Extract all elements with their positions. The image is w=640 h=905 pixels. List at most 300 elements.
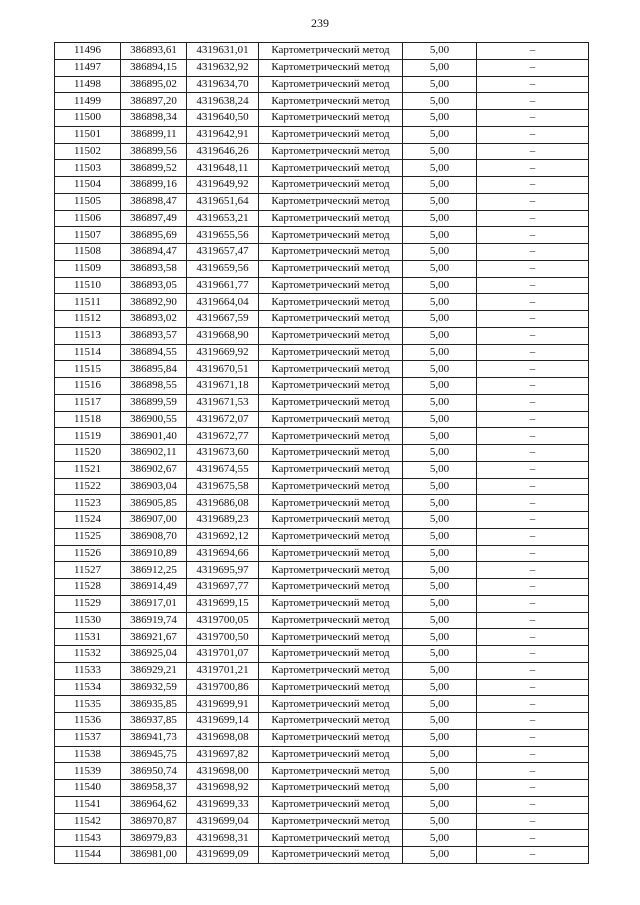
x-coordinate-cell: 386945,75 <box>121 746 187 763</box>
accuracy-cell: 5,00 <box>403 478 477 495</box>
table-row <box>55 629 589 646</box>
y-coordinate-cell: 4319649,92 <box>187 177 259 194</box>
method-cell: Картометрический метод <box>259 512 403 529</box>
table-row <box>55 93 589 110</box>
y-coordinate-cell: 4319664,04 <box>187 294 259 311</box>
point-number-cell: 11536 <box>55 713 121 730</box>
method-cell: Картометрический метод <box>259 59 403 76</box>
point-number-cell: 11525 <box>55 528 121 545</box>
y-coordinate-cell: 4319689,23 <box>187 512 259 529</box>
method-cell: Картометрический метод <box>259 126 403 143</box>
note-cell: – <box>477 478 589 495</box>
accuracy-cell: 5,00 <box>403 679 477 696</box>
method-cell: Картометрический метод <box>259 780 403 797</box>
method-cell: Картометрический метод <box>259 478 403 495</box>
note-cell: – <box>477 763 589 780</box>
accuracy-cell: 5,00 <box>403 646 477 663</box>
table-row <box>55 210 589 227</box>
table-row <box>55 796 589 813</box>
note-cell: – <box>477 394 589 411</box>
method-cell: Картометрический метод <box>259 260 403 277</box>
note-cell: – <box>477 277 589 294</box>
point-number-cell: 11526 <box>55 545 121 562</box>
x-coordinate-cell: 386895,02 <box>121 76 187 93</box>
y-coordinate-cell: 4319661,77 <box>187 277 259 294</box>
table-row <box>55 713 589 730</box>
x-coordinate-cell: 386902,11 <box>121 445 187 462</box>
y-coordinate-cell: 4319695,97 <box>187 562 259 579</box>
note-cell: – <box>477 93 589 110</box>
table-row <box>55 260 589 277</box>
table-row <box>55 595 589 612</box>
x-coordinate-cell: 386932,59 <box>121 679 187 696</box>
y-coordinate-cell: 4319697,77 <box>187 579 259 596</box>
note-cell: – <box>477 311 589 328</box>
x-coordinate-cell: 386935,85 <box>121 696 187 713</box>
point-number-cell: 11539 <box>55 763 121 780</box>
point-number-cell: 11513 <box>55 327 121 344</box>
accuracy-cell: 5,00 <box>403 277 477 294</box>
method-cell: Картометрический метод <box>259 746 403 763</box>
accuracy-cell: 5,00 <box>403 126 477 143</box>
y-coordinate-cell: 4319698,92 <box>187 780 259 797</box>
method-cell: Картометрический метод <box>259 813 403 830</box>
x-coordinate-cell: 386897,20 <box>121 93 187 110</box>
method-cell: Картометрический метод <box>259 327 403 344</box>
x-coordinate-cell: 386958,37 <box>121 780 187 797</box>
note-cell: – <box>477 210 589 227</box>
method-cell: Картометрический метод <box>259 830 403 847</box>
note-cell: – <box>477 679 589 696</box>
x-coordinate-cell: 386900,55 <box>121 411 187 428</box>
x-coordinate-cell: 386893,05 <box>121 277 187 294</box>
table-row <box>55 579 589 596</box>
note-cell: – <box>477 847 589 864</box>
y-coordinate-cell: 4319699,91 <box>187 696 259 713</box>
y-coordinate-cell: 4319675,58 <box>187 478 259 495</box>
y-coordinate-cell: 4319698,00 <box>187 763 259 780</box>
accuracy-cell: 5,00 <box>403 244 477 261</box>
table-row <box>55 160 589 177</box>
method-cell: Картометрический метод <box>259 796 403 813</box>
table-row <box>55 478 589 495</box>
accuracy-cell: 5,00 <box>403 210 477 227</box>
point-number-cell: 11507 <box>55 227 121 244</box>
x-coordinate-cell: 386901,40 <box>121 428 187 445</box>
table-row <box>55 830 589 847</box>
x-coordinate-cell: 386914,49 <box>121 579 187 596</box>
point-number-cell: 11543 <box>55 830 121 847</box>
point-number-cell: 11497 <box>55 59 121 76</box>
y-coordinate-cell: 4319668,90 <box>187 327 259 344</box>
y-coordinate-cell: 4319700,05 <box>187 612 259 629</box>
point-number-cell: 11509 <box>55 260 121 277</box>
y-coordinate-cell: 4319671,18 <box>187 378 259 395</box>
y-coordinate-cell: 4319638,24 <box>187 93 259 110</box>
method-cell: Картометрический метод <box>259 562 403 579</box>
x-coordinate-cell: 386894,47 <box>121 244 187 261</box>
method-cell: Картометрический метод <box>259 428 403 445</box>
accuracy-cell: 5,00 <box>403 378 477 395</box>
method-cell: Картометрический метод <box>259 76 403 93</box>
note-cell: – <box>477 361 589 378</box>
table-row <box>55 729 589 746</box>
x-coordinate-cell: 386899,11 <box>121 126 187 143</box>
accuracy-cell: 5,00 <box>403 445 477 462</box>
note-cell: – <box>477 662 589 679</box>
x-coordinate-cell: 386894,15 <box>121 59 187 76</box>
accuracy-cell: 5,00 <box>403 830 477 847</box>
method-cell: Картометрический метод <box>259 662 403 679</box>
table-row <box>55 227 589 244</box>
accuracy-cell: 5,00 <box>403 43 477 60</box>
accuracy-cell: 5,00 <box>403 143 477 160</box>
y-coordinate-cell: 4319697,82 <box>187 746 259 763</box>
point-number-cell: 11503 <box>55 160 121 177</box>
note-cell: – <box>477 595 589 612</box>
y-coordinate-cell: 4319673,60 <box>187 445 259 462</box>
method-cell: Картометрический метод <box>259 110 403 127</box>
note-cell: – <box>477 428 589 445</box>
x-coordinate-cell: 386921,67 <box>121 629 187 646</box>
note-cell: – <box>477 528 589 545</box>
y-coordinate-cell: 4319699,09 <box>187 847 259 864</box>
y-coordinate-cell: 4319701,07 <box>187 646 259 663</box>
method-cell: Картометрический метод <box>259 394 403 411</box>
note-cell: – <box>477 629 589 646</box>
method-cell: Картометрический метод <box>259 227 403 244</box>
accuracy-cell: 5,00 <box>403 311 477 328</box>
point-number-cell: 11518 <box>55 411 121 428</box>
x-coordinate-cell: 386950,74 <box>121 763 187 780</box>
table-row <box>55 344 589 361</box>
x-coordinate-cell: 386937,85 <box>121 713 187 730</box>
note-cell: – <box>477 378 589 395</box>
point-number-cell: 11517 <box>55 394 121 411</box>
note-cell: – <box>477 796 589 813</box>
y-coordinate-cell: 4319686,08 <box>187 495 259 512</box>
point-number-cell: 11540 <box>55 780 121 797</box>
x-coordinate-cell: 386970,87 <box>121 813 187 830</box>
point-number-cell: 11510 <box>55 277 121 294</box>
x-coordinate-cell: 386899,56 <box>121 143 187 160</box>
method-cell: Картометрический метод <box>259 629 403 646</box>
table-row <box>55 445 589 462</box>
table-row <box>55 495 589 512</box>
accuracy-cell: 5,00 <box>403 579 477 596</box>
table-row <box>55 679 589 696</box>
point-number-cell: 11544 <box>55 847 121 864</box>
note-cell: – <box>477 646 589 663</box>
y-coordinate-cell: 4319698,08 <box>187 729 259 746</box>
note-cell: – <box>477 327 589 344</box>
point-number-cell: 11537 <box>55 729 121 746</box>
method-cell: Картометрический метод <box>259 344 403 361</box>
accuracy-cell: 5,00 <box>403 780 477 797</box>
y-coordinate-cell: 4319651,64 <box>187 193 259 210</box>
accuracy-cell: 5,00 <box>403 294 477 311</box>
x-coordinate-cell: 386897,49 <box>121 210 187 227</box>
x-coordinate-cell: 386899,16 <box>121 177 187 194</box>
point-number-cell: 11528 <box>55 579 121 596</box>
note-cell: – <box>477 495 589 512</box>
accuracy-cell: 5,00 <box>403 847 477 864</box>
note-cell: – <box>477 545 589 562</box>
y-coordinate-cell: 4319700,50 <box>187 629 259 646</box>
accuracy-cell: 5,00 <box>403 696 477 713</box>
table-row <box>55 696 589 713</box>
table-row <box>55 394 589 411</box>
accuracy-cell: 5,00 <box>403 59 477 76</box>
table-row <box>55 512 589 529</box>
point-number-cell: 11533 <box>55 662 121 679</box>
accuracy-cell: 5,00 <box>403 428 477 445</box>
accuracy-cell: 5,00 <box>403 713 477 730</box>
method-cell: Картометрический метод <box>259 495 403 512</box>
accuracy-cell: 5,00 <box>403 612 477 629</box>
y-coordinate-cell: 4319692,12 <box>187 528 259 545</box>
y-coordinate-cell: 4319671,53 <box>187 394 259 411</box>
y-coordinate-cell: 4319659,56 <box>187 260 259 277</box>
x-coordinate-cell: 386899,59 <box>121 394 187 411</box>
x-coordinate-cell: 386964,62 <box>121 796 187 813</box>
method-cell: Картометрический метод <box>259 679 403 696</box>
method-cell: Картометрический метод <box>259 696 403 713</box>
y-coordinate-cell: 4319632,92 <box>187 59 259 76</box>
note-cell: – <box>477 562 589 579</box>
table-row <box>55 143 589 160</box>
table-row <box>55 59 589 76</box>
note-cell: – <box>477 160 589 177</box>
y-coordinate-cell: 4319699,04 <box>187 813 259 830</box>
table-row <box>55 646 589 663</box>
x-coordinate-cell: 386893,61 <box>121 43 187 60</box>
table-row <box>55 177 589 194</box>
page-number: 239 <box>311 16 329 30</box>
point-number-cell: 11519 <box>55 428 121 445</box>
x-coordinate-cell: 386908,70 <box>121 528 187 545</box>
method-cell: Картометрический метод <box>259 143 403 160</box>
point-number-cell: 11501 <box>55 126 121 143</box>
method-cell: Картометрический метод <box>259 93 403 110</box>
accuracy-cell: 5,00 <box>403 813 477 830</box>
table-row <box>55 780 589 797</box>
point-number-cell: 11516 <box>55 378 121 395</box>
point-number-cell: 11532 <box>55 646 121 663</box>
note-cell: – <box>477 696 589 713</box>
x-coordinate-cell: 386893,57 <box>121 327 187 344</box>
note-cell: – <box>477 227 589 244</box>
y-coordinate-cell: 4319701,21 <box>187 662 259 679</box>
x-coordinate-cell: 386895,69 <box>121 227 187 244</box>
method-cell: Картометрический метод <box>259 193 403 210</box>
table-row <box>55 126 589 143</box>
method-cell: Картометрический метод <box>259 445 403 462</box>
x-coordinate-cell: 386894,55 <box>121 344 187 361</box>
note-cell: – <box>477 76 589 93</box>
method-cell: Картометрический метод <box>259 713 403 730</box>
accuracy-cell: 5,00 <box>403 796 477 813</box>
note-cell: – <box>477 830 589 847</box>
x-coordinate-cell: 386895,84 <box>121 361 187 378</box>
table-row <box>55 327 589 344</box>
table-row <box>55 746 589 763</box>
accuracy-cell: 5,00 <box>403 177 477 194</box>
accuracy-cell: 5,00 <box>403 729 477 746</box>
accuracy-cell: 5,00 <box>403 461 477 478</box>
note-cell: – <box>477 780 589 797</box>
x-coordinate-cell: 386898,34 <box>121 110 187 127</box>
note-cell: – <box>477 612 589 629</box>
point-number-cell: 11500 <box>55 110 121 127</box>
y-coordinate-cell: 4319655,56 <box>187 227 259 244</box>
point-number-cell: 11523 <box>55 495 121 512</box>
x-coordinate-cell: 386898,55 <box>121 378 187 395</box>
point-number-cell: 11541 <box>55 796 121 813</box>
y-coordinate-cell: 4319631,01 <box>187 43 259 60</box>
accuracy-cell: 5,00 <box>403 361 477 378</box>
note-cell: – <box>477 445 589 462</box>
y-coordinate-cell: 4319648,11 <box>187 160 259 177</box>
x-coordinate-cell: 386893,02 <box>121 311 187 328</box>
note-cell: – <box>477 713 589 730</box>
table-row <box>55 662 589 679</box>
note-cell: – <box>477 294 589 311</box>
table-row <box>55 847 589 864</box>
point-number-cell: 11515 <box>55 361 121 378</box>
table-row <box>55 294 589 311</box>
y-coordinate-cell: 4319699,15 <box>187 595 259 612</box>
point-number-cell: 11514 <box>55 344 121 361</box>
accuracy-cell: 5,00 <box>403 76 477 93</box>
method-cell: Картометрический метод <box>259 361 403 378</box>
method-cell: Картометрический метод <box>259 461 403 478</box>
point-number-cell: 11505 <box>55 193 121 210</box>
y-coordinate-cell: 4319700,86 <box>187 679 259 696</box>
y-coordinate-cell: 4319642,91 <box>187 126 259 143</box>
accuracy-cell: 5,00 <box>403 344 477 361</box>
method-cell: Картометрический метод <box>259 311 403 328</box>
point-number-cell: 11512 <box>55 311 121 328</box>
y-coordinate-cell: 4319657,47 <box>187 244 259 261</box>
point-number-cell: 11542 <box>55 813 121 830</box>
point-number-cell: 11511 <box>55 294 121 311</box>
method-cell: Картометрический метод <box>259 847 403 864</box>
x-coordinate-cell: 386929,21 <box>121 662 187 679</box>
accuracy-cell: 5,00 <box>403 93 477 110</box>
x-coordinate-cell: 386899,52 <box>121 160 187 177</box>
accuracy-cell: 5,00 <box>403 227 477 244</box>
note-cell: – <box>477 43 589 60</box>
method-cell: Картометрический метод <box>259 160 403 177</box>
table-row <box>55 428 589 445</box>
point-number-cell: 11524 <box>55 512 121 529</box>
x-coordinate-cell: 386902,67 <box>121 461 187 478</box>
x-coordinate-cell: 386979,83 <box>121 830 187 847</box>
method-cell: Картометрический метод <box>259 545 403 562</box>
table-row <box>55 562 589 579</box>
method-cell: Картометрический метод <box>259 646 403 663</box>
accuracy-cell: 5,00 <box>403 193 477 210</box>
x-coordinate-cell: 386893,58 <box>121 260 187 277</box>
point-number-cell: 11496 <box>55 43 121 60</box>
note-cell: – <box>477 813 589 830</box>
point-number-cell: 11499 <box>55 93 121 110</box>
method-cell: Картометрический метод <box>259 177 403 194</box>
accuracy-cell: 5,00 <box>403 746 477 763</box>
method-cell: Картометрический метод <box>259 595 403 612</box>
table-row <box>55 277 589 294</box>
y-coordinate-cell: 4319699,33 <box>187 796 259 813</box>
method-cell: Картометрический метод <box>259 43 403 60</box>
point-number-cell: 11502 <box>55 143 121 160</box>
method-cell: Картометрический метод <box>259 294 403 311</box>
point-number-cell: 11538 <box>55 746 121 763</box>
point-number-cell: 11522 <box>55 478 121 495</box>
table-row <box>55 763 589 780</box>
table-row <box>55 361 589 378</box>
x-coordinate-cell: 386898,47 <box>121 193 187 210</box>
y-coordinate-cell: 4319669,92 <box>187 344 259 361</box>
y-coordinate-cell: 4319646,26 <box>187 143 259 160</box>
y-coordinate-cell: 4319672,07 <box>187 411 259 428</box>
accuracy-cell: 5,00 <box>403 545 477 562</box>
accuracy-cell: 5,00 <box>403 160 477 177</box>
method-cell: Картометрический метод <box>259 378 403 395</box>
accuracy-cell: 5,00 <box>403 394 477 411</box>
point-number-cell: 11504 <box>55 177 121 194</box>
accuracy-cell: 5,00 <box>403 327 477 344</box>
accuracy-cell: 5,00 <box>403 562 477 579</box>
x-coordinate-cell: 386892,90 <box>121 294 187 311</box>
point-number-cell: 11529 <box>55 595 121 612</box>
table-row <box>55 545 589 562</box>
point-number-cell: 11531 <box>55 629 121 646</box>
note-cell: – <box>477 260 589 277</box>
accuracy-cell: 5,00 <box>403 260 477 277</box>
y-coordinate-cell: 4319640,50 <box>187 110 259 127</box>
method-cell: Картометрический метод <box>259 729 403 746</box>
point-number-cell: 11527 <box>55 562 121 579</box>
method-cell: Картометрический метод <box>259 244 403 261</box>
y-coordinate-cell: 4319674,55 <box>187 461 259 478</box>
accuracy-cell: 5,00 <box>403 495 477 512</box>
method-cell: Картометрический метод <box>259 210 403 227</box>
x-coordinate-cell: 386917,01 <box>121 595 187 612</box>
x-coordinate-cell: 386941,73 <box>121 729 187 746</box>
method-cell: Картометрический метод <box>259 612 403 629</box>
point-number-cell: 11498 <box>55 76 121 93</box>
note-cell: – <box>477 143 589 160</box>
table-row <box>55 110 589 127</box>
x-coordinate-cell: 386907,00 <box>121 512 187 529</box>
method-cell: Картометрический метод <box>259 277 403 294</box>
point-number-cell: 11534 <box>55 679 121 696</box>
point-number-cell: 11520 <box>55 445 121 462</box>
table-row <box>55 813 589 830</box>
y-coordinate-cell: 4319670,51 <box>187 361 259 378</box>
note-cell: – <box>477 59 589 76</box>
note-cell: – <box>477 746 589 763</box>
accuracy-cell: 5,00 <box>403 763 477 780</box>
table-row <box>55 311 589 328</box>
y-coordinate-cell: 4319698,31 <box>187 830 259 847</box>
x-coordinate-cell: 386919,74 <box>121 612 187 629</box>
point-number-cell: 11508 <box>55 244 121 261</box>
method-cell: Картометрический метод <box>259 579 403 596</box>
note-cell: – <box>477 244 589 261</box>
y-coordinate-cell: 4319634,70 <box>187 76 259 93</box>
